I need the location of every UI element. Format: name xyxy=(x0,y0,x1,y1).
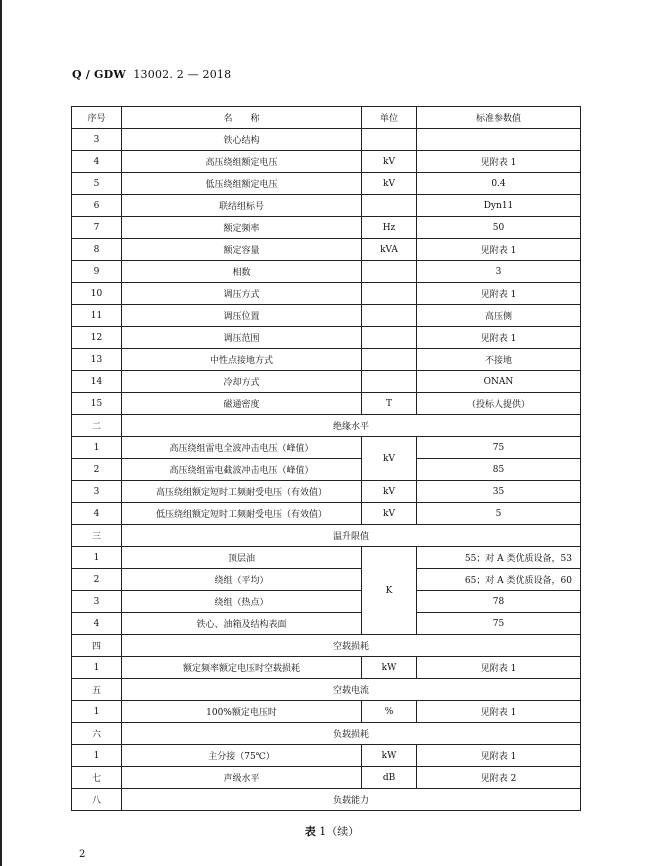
row-name: 额定频率 xyxy=(122,217,362,239)
row-unit xyxy=(362,283,417,305)
row-number: 8 xyxy=(72,239,122,261)
table-row xyxy=(72,569,581,591)
row-value: 35 xyxy=(417,481,581,503)
row-unit xyxy=(362,327,417,349)
row-unit xyxy=(362,349,417,371)
row-value: 50 xyxy=(417,217,581,239)
table-header-row xyxy=(72,107,581,129)
section-title: 绝缘水平 xyxy=(122,415,581,437)
row-unit: % xyxy=(362,701,417,723)
row-unit: kV xyxy=(362,437,417,481)
table-row xyxy=(72,151,581,173)
row-number: 15 xyxy=(72,393,122,415)
row-name: 中性点接地方式 xyxy=(122,349,362,371)
table-row xyxy=(72,261,581,283)
section-title: 空载电流 xyxy=(122,679,581,701)
page-edge-line xyxy=(0,0,2,866)
row-name: 铁心、油箱及结构表面 xyxy=(122,613,362,635)
row-unit: kV xyxy=(362,503,417,525)
row-number: 七 xyxy=(72,767,122,789)
document-header xyxy=(72,68,231,81)
row-value: 高压侧 xyxy=(417,305,581,327)
standard-number: 13002. 2 — 2018 xyxy=(133,68,232,81)
row-name: 高压绕组额定短时工频耐受电压（有效值） xyxy=(122,481,362,503)
row-number: 7 xyxy=(72,217,122,239)
row-unit: Hz xyxy=(362,217,417,239)
row-number: 3 xyxy=(72,481,122,503)
row-number: 12 xyxy=(72,327,122,349)
row-number: 10 xyxy=(72,283,122,305)
row-number: 13 xyxy=(72,349,122,371)
row-unit xyxy=(362,261,417,283)
table-row xyxy=(72,239,581,261)
row-value: 3 xyxy=(417,261,581,283)
row-value: 见附表 1 xyxy=(417,283,581,305)
row-value: 见附表 1 xyxy=(417,701,581,723)
column-header-unit: 单位 xyxy=(362,107,417,129)
table-row xyxy=(72,437,581,459)
row-value: 见附表 2 xyxy=(417,767,581,789)
section-number: 三 xyxy=(72,525,122,547)
row-name: 主分接（75℃） xyxy=(122,745,362,767)
row-value: 85 xyxy=(417,459,581,481)
row-unit: kW xyxy=(362,657,417,679)
section-row xyxy=(72,635,581,657)
row-unit: K xyxy=(362,547,417,635)
section-title: 空载损耗 xyxy=(122,635,581,657)
table-row xyxy=(72,305,581,327)
table-row xyxy=(72,481,581,503)
row-value: ONAN xyxy=(417,371,581,393)
section-title: 温升限值 xyxy=(122,525,581,547)
section-row xyxy=(72,415,581,437)
table-row xyxy=(72,701,581,723)
row-number: 1 xyxy=(72,745,122,767)
table-row xyxy=(72,129,581,151)
row-number: 4 xyxy=(72,613,122,635)
row-number: 3 xyxy=(72,591,122,613)
table-row xyxy=(72,745,581,767)
row-number: 4 xyxy=(72,503,122,525)
caption-label: 表 xyxy=(304,825,316,838)
table-row xyxy=(72,613,581,635)
row-name: 绕组（平均） xyxy=(122,569,362,591)
row-value: 见附表 1 xyxy=(417,745,581,767)
row-name: 额定频率额定电压时空载损耗 xyxy=(122,657,362,679)
section-row xyxy=(72,679,581,701)
row-number: 11 xyxy=(72,305,122,327)
row-value xyxy=(417,129,581,151)
row-name: 声级水平 xyxy=(122,767,362,789)
row-value: 75 xyxy=(417,613,581,635)
table-row xyxy=(72,657,581,679)
row-name: 高压绕组雷电截波冲击电压（峰值） xyxy=(122,459,362,481)
row-number: 2 xyxy=(72,569,122,591)
section-number: 五 xyxy=(72,679,122,701)
section-number: 八 xyxy=(72,789,122,811)
standard-code: Q / GDW xyxy=(72,68,126,81)
row-name: 相数 xyxy=(122,261,362,283)
row-name: 调压方式 xyxy=(122,283,362,305)
table-row xyxy=(72,349,581,371)
row-unit xyxy=(362,195,417,217)
row-name: 低压绕组额定短时工频耐受电压（有效值） xyxy=(122,503,362,525)
table-row xyxy=(72,195,581,217)
table-row xyxy=(72,371,581,393)
row-number: 14 xyxy=(72,371,122,393)
row-unit xyxy=(362,371,417,393)
row-name: 调压位置 xyxy=(122,305,362,327)
row-number: 9 xyxy=(72,261,122,283)
column-header-value: 标准参数值 xyxy=(417,107,581,129)
row-number: 6 xyxy=(72,195,122,217)
column-header-name: 名 称 xyxy=(122,107,362,129)
row-name: 冷却方式 xyxy=(122,371,362,393)
row-value: 见附表 1 xyxy=(417,327,581,349)
row-unit: kV xyxy=(362,173,417,195)
row-number: 2 xyxy=(72,459,122,481)
section-row xyxy=(72,525,581,547)
row-value: （投标人提供） xyxy=(417,393,581,415)
table-row xyxy=(72,591,581,613)
section-number: 六 xyxy=(72,723,122,745)
row-name: 高压绕组额定电压 xyxy=(122,151,362,173)
row-value: Dyn11 xyxy=(417,195,581,217)
row-name: 额定容量 xyxy=(122,239,362,261)
table-row xyxy=(72,327,581,349)
row-name: 低压绕组额定电压 xyxy=(122,173,362,195)
row-name: 调压范围 xyxy=(122,327,362,349)
row-name: 联结组标号 xyxy=(122,195,362,217)
page-number: 2 xyxy=(79,849,86,860)
section-number: 二 xyxy=(72,415,122,437)
row-value: 55；对 A 类优质设备，53 xyxy=(417,547,581,569)
table-row xyxy=(72,767,581,789)
column-header-no: 序号 xyxy=(72,107,122,129)
table-row xyxy=(72,547,581,569)
row-value: 见附表 1 xyxy=(417,657,581,679)
parameter-table xyxy=(71,106,581,811)
row-number: 3 xyxy=(72,129,122,151)
row-value: 见附表 1 xyxy=(417,151,581,173)
row-value: 5 xyxy=(417,503,581,525)
table-row xyxy=(72,173,581,195)
row-unit: kW xyxy=(362,745,417,767)
row-value: 0.4 xyxy=(417,173,581,195)
row-name: 磁通密度 xyxy=(122,393,362,415)
section-number: 四 xyxy=(72,635,122,657)
row-unit: kV xyxy=(362,481,417,503)
row-unit: kVA xyxy=(362,239,417,261)
row-number: 4 xyxy=(72,151,122,173)
table-row xyxy=(72,393,581,415)
row-unit: dB xyxy=(362,767,417,789)
row-value: 78 xyxy=(417,591,581,613)
row-value: 75 xyxy=(417,437,581,459)
row-number: 1 xyxy=(72,547,122,569)
table-row xyxy=(72,459,581,481)
row-value: 见附表 1 xyxy=(417,239,581,261)
row-name: 顶层油 xyxy=(122,547,362,569)
table-row xyxy=(72,503,581,525)
row-unit xyxy=(362,129,417,151)
section-row xyxy=(72,723,581,745)
section-title: 负载能力 xyxy=(122,789,581,811)
row-number: 5 xyxy=(72,173,122,195)
section-row xyxy=(72,789,581,811)
row-name: 高压绕组雷电全波冲击电压（峰值） xyxy=(122,437,362,459)
row-name: 铁心结构 xyxy=(122,129,362,151)
row-number: 1 xyxy=(72,657,122,679)
caption-text: 1（续） xyxy=(319,825,360,838)
row-unit: T xyxy=(362,393,417,415)
row-unit xyxy=(362,305,417,327)
row-name: 100%额定电压时 xyxy=(122,701,362,723)
table-row xyxy=(72,217,581,239)
table-row xyxy=(72,283,581,305)
row-number: 1 xyxy=(72,701,122,723)
row-value: 不接地 xyxy=(417,349,581,371)
row-unit: kV xyxy=(362,151,417,173)
table-caption xyxy=(0,823,664,839)
row-value: 65；对 A 类优质设备，60 xyxy=(417,569,581,591)
row-number: 1 xyxy=(72,437,122,459)
section-title: 负载损耗 xyxy=(122,723,581,745)
row-name: 绕组（热点） xyxy=(122,591,362,613)
